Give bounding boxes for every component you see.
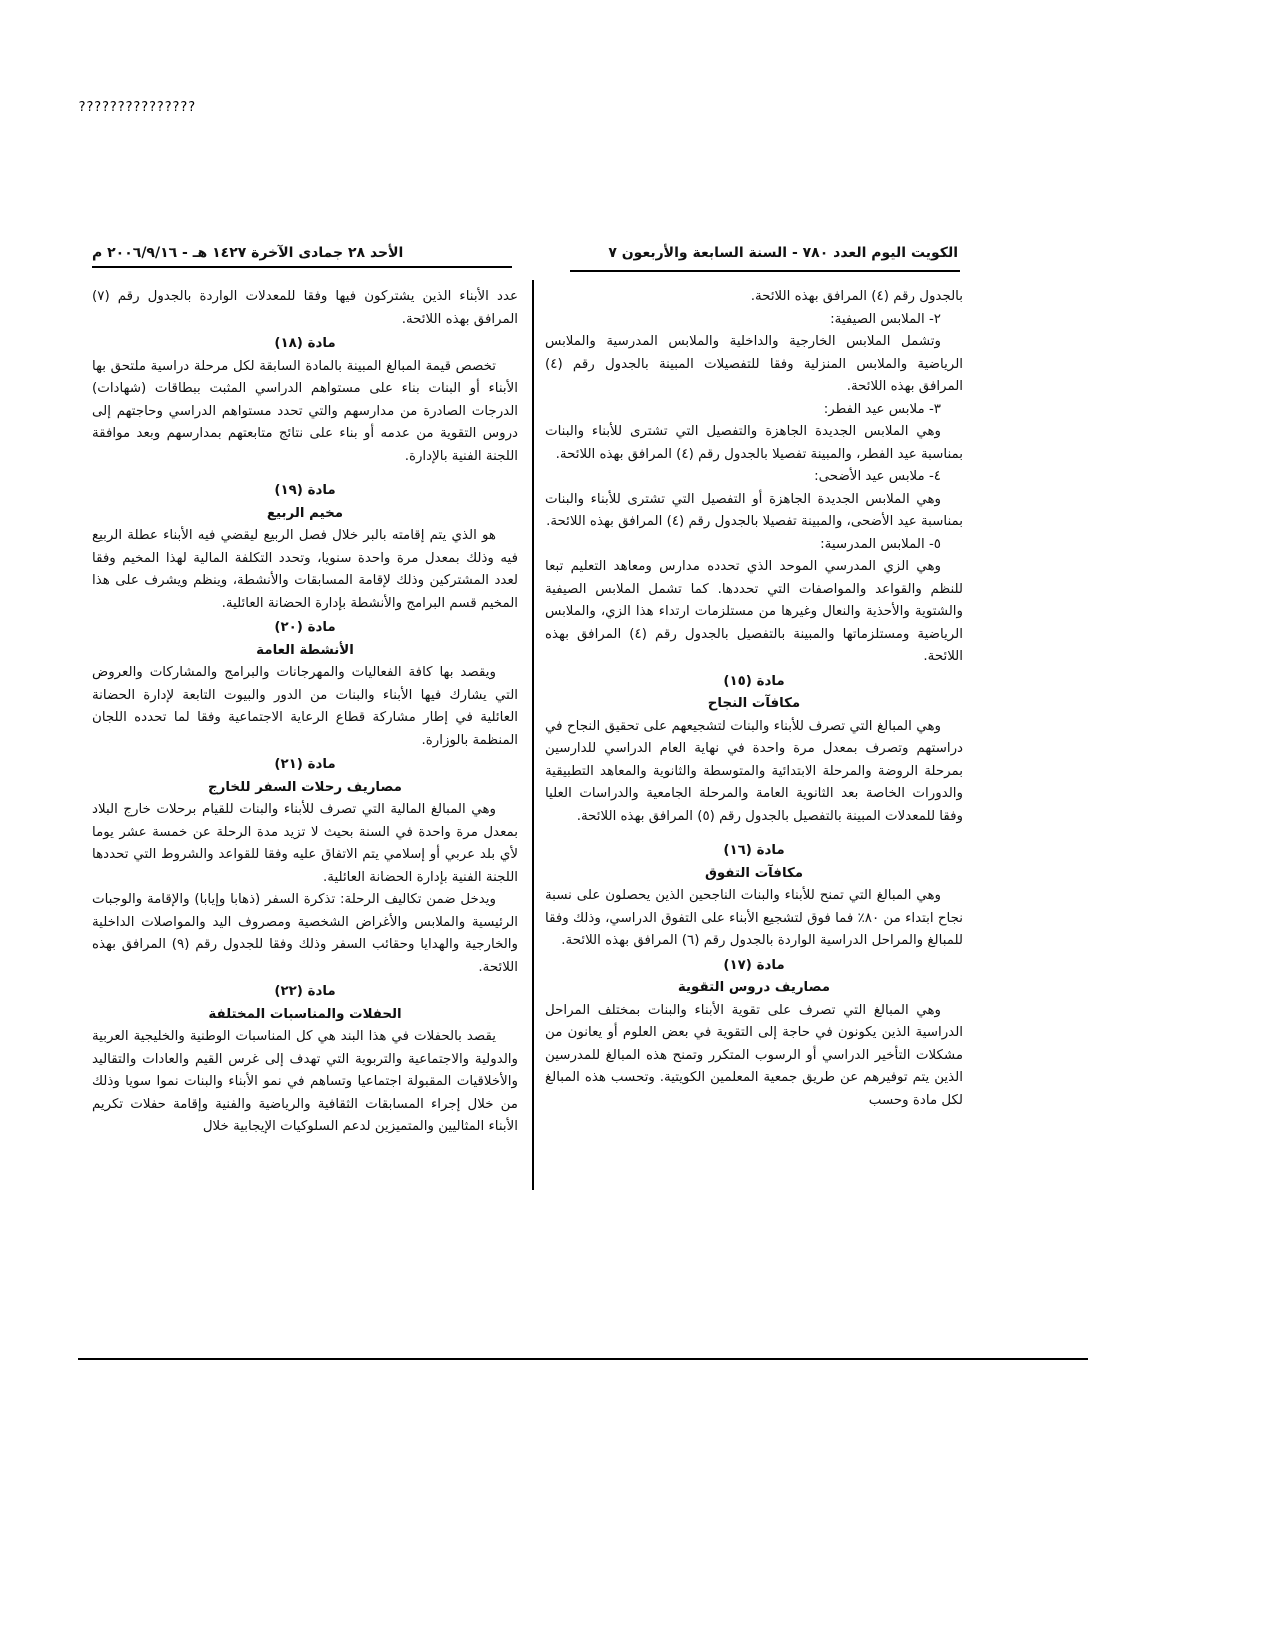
right-column — [545, 286, 963, 1112]
paragraph: وتشمل الملابس الخارجية والداخلية والملابس المدرسية والملابس الرياضية والملابس المنزلية وفقا للتفصيلات المبينة بالجدول رقم (٤) المرافق بهذه اللائحة. — [545, 334, 963, 394]
left-column — [92, 286, 518, 1139]
column-divider — [532, 280, 534, 1190]
article-title: مكافآت النجاح — [707, 696, 801, 711]
paragraph: يقصد بالحفلات في هذا البند هي كل المناسبات الوطنية والخليجية العربية والدولية والاجتماعية والتربوية التي تهدف إلى غرس القيم والعادات والتقاليد والأخلاقيات المقبولة اجتماعيا وتساهم في نمو الأبناء والبنات نموا سويا وذلك من خلال إجراء المسابقات الثقافية والرياضية والفنية وإقامة حفلات تكريم الأبناء المثاليين والمتميزين لدعم السلوكيات الإيجابية خلال — [92, 1029, 518, 1134]
article-number: مادة (٢٢) — [274, 984, 336, 999]
paragraph: وهي الزي المدرسي الموحد الذي تحدده مدارس ومعاهد التعليم تبعا للنظم والقواعد والمواصفات التي تحددها. كما تشمل الملابس الصيفية والشتوية والأحذية والنعال وغيرها من مستلزمات ارتداء هذا الزي، والملابس الرياضية ومستلزماتها والمبينة بالتفصيل بالجدول رقم (٤) المرافق بهذه اللائحة. — [545, 559, 963, 664]
paragraph: ويقصد بها كافة الفعاليات والمهرجانات والبرامج والمشاركات والعروض التي يشارك فيها الأبناء والبنات من الدور والبيوت التابعة لإدارة الحضانة العائلية في إطار مشاركة قطاع الرعاية الاجتماعية وفقا لما تحدده اللجان المنظمة بالوزارة. — [92, 665, 518, 748]
article-title: مصاريف رحلات السفر للخارج — [208, 779, 402, 795]
article-number: مادة (٢١) — [274, 757, 336, 772]
article-number: مادة (١٨) — [274, 336, 336, 351]
subheading: ٢- الملابس الصيفية: — [830, 311, 941, 327]
article-title: الحفلات والمناسبات المختلفة — [208, 1006, 402, 1022]
header-rule-left — [92, 266, 512, 268]
article-title: مخيم الربيع — [266, 505, 344, 521]
header-rule-right — [570, 270, 960, 272]
article-number: مادة (١٩) — [274, 483, 336, 498]
article-title: مصاريف دروس التقوية — [677, 980, 831, 995]
subheading: ٤- ملابس عيد الأضحى: — [814, 469, 941, 484]
page-code — [78, 100, 195, 118]
article-title: الأنشطة العامة — [256, 642, 354, 658]
paragraph: وهي المبالغ التي تمنح للأبناء والبنات الناجحين الذين يحصلون على نسبة نجاح ابتداء من ٨٠٪ فما فوق لتشجيع الأبناء على التفوق الدراسي، وذلك وفقا للمبالغ والمراحل الدراسية الواردة بالجدول رقم (٦) المرافق بهذه اللائحة. — [545, 888, 963, 948]
page-code-text: ??????????????? — [78, 100, 196, 115]
footer-rule — [78, 1358, 1088, 1360]
paragraph: وهي المبالغ التي تصرف للأبناء والبنات لتشجيعهم على تحقيق النجاح في دراستهم وتصرف بمعدل مرة واحدة في نهاية العام الدراسي للدارسين بمرحلة الروضة والمرحلة الابتدائية والمتوسطة والثانوية والمعاهد التطبيقية والدورات الخاصة بعد الثانوية العامة والمرحلة الجامعية والدراسات العليا وفقا للمعدلات المبينة بالتفصيل بالجدول رقم (٥) المرافق بهذه اللائحة. — [545, 718, 963, 824]
subheading: ٥- الملابس المدرسية: — [820, 536, 941, 552]
article-number: مادة (١٥) — [723, 673, 785, 689]
paragraph: وهي الملابس الجديدة الجاهزة والتفصيل التي تشترى للأبناء والبنات بمناسبة عيد الفطر، والمبينة تفصيلا بالجدول رقم (٤) المرافق بهذه اللائحة. — [545, 424, 963, 462]
paragraph: وهي الملابس الجديدة الجاهزة أو التفصيل التي تشترى للأبناء والبنات بمناسبة عيد الأضحى، والمبينة تفصيلا بالجدول رقم (٤) المرافق بهذه اللائحة. — [545, 491, 963, 529]
paragraph: عدد الأبناء الذين يشتركون فيها وفقا للمعدلات الواردة بالجدول رقم (٧) المرافق بهذه اللائحة. — [92, 289, 518, 327]
paragraph: بالجدول رقم (٤) المرافق بهذه اللائحة. — [750, 289, 963, 304]
paragraph: وهي المبالغ التي تصرف على تقوية الأبناء والبنات بمختلف المراحل الدراسية الذين يكونون في حاجة إلى التقوية في بعض العلوم أو يعانون من مشكلات التأخير الدراسي أو الرسوب المتكرر وتمنح هذه المبالغ للمدرسين الذين يتم توفيرهم عن طريق جمعية المعلمين الكويتية. وتحسب هذه المبالغ لكل مادة وحسب — [545, 1002, 963, 1108]
article-number: مادة (١٦) — [723, 843, 785, 858]
header-left-text: الأحد ٢٨ جمادى الآخرة ١٤٢٧ هـ - ٢٠٠٦/٩/١٦ م — [92, 245, 404, 261]
subheading: ٣- ملابس عيد الفطر: — [823, 401, 941, 417]
paragraph: تخصص قيمة المبالغ المبينة بالمادة السابقة لكل مرحلة دراسية ملتحق بها الأبناء أو البنات بناء على مستواهم الدراسي المثبت ببطاقات (شهادات) الدرجات الصادرة من مدارسهم والتي تحدد مستواهم الدراسي وحاجتهم إلى دروس التقوية من عدمه أو بناء على نتائج متابعتهم بمدارسهم وبعد موافقة اللجنة الفنية بالإدارة. — [92, 358, 518, 464]
article-number: مادة (٢٠) — [274, 620, 336, 635]
article-title: مكافآت التفوق — [704, 865, 804, 881]
header-right-text: الكويت اليوم العدد ٧٨٠ - السنة السابعة والأربعون ٧ — [608, 245, 958, 261]
paragraph: هو الذي يتم إقامته بالبر خلال فصل الربيع ليقضي فيه الأبناء عطلة الربيع فيه وذلك بمعدل مرة واحدة سنويا، وتحدد التكلفة المالية لهذا المخيم وفقا لعدد المشتركين وذلك لإقامة المسابقات والأنشطة، وينظم ويشرف على هذا المخيم قسم البرامج والأنشطة بإدارة الحضانة العائلية. — [92, 528, 518, 611]
article-number: مادة (١٧) — [723, 957, 785, 973]
paragraph: ويدخل ضمن تكاليف الرحلة: تذكرة السفر (ذهابا وإيابا) والإقامة والوجبات الرئيسية والملابس والأغراض الشخصية ومصروف اليد والمواصلات الداخلية والخارجية والهدايا وحقائب السفر وذلك وفقا للجدول رقم (٩) المرافق بهذه اللائحة. — [92, 892, 518, 975]
paragraph: وهي المبالغ المالية التي تصرف للأبناء والبنات للقيام برحلات خارج البلاد بمعدل مرة واحدة في السنة بحيث لا تزيد مدة الرحلة عن خمسة عشر يوما لأي بلد عربي أو إسلامي يتم الاتفاق عليه وفقا للقواعد والشروط التي تحددها اللجنة الفنية بإدارة الحضانة العائلية. — [92, 802, 518, 885]
